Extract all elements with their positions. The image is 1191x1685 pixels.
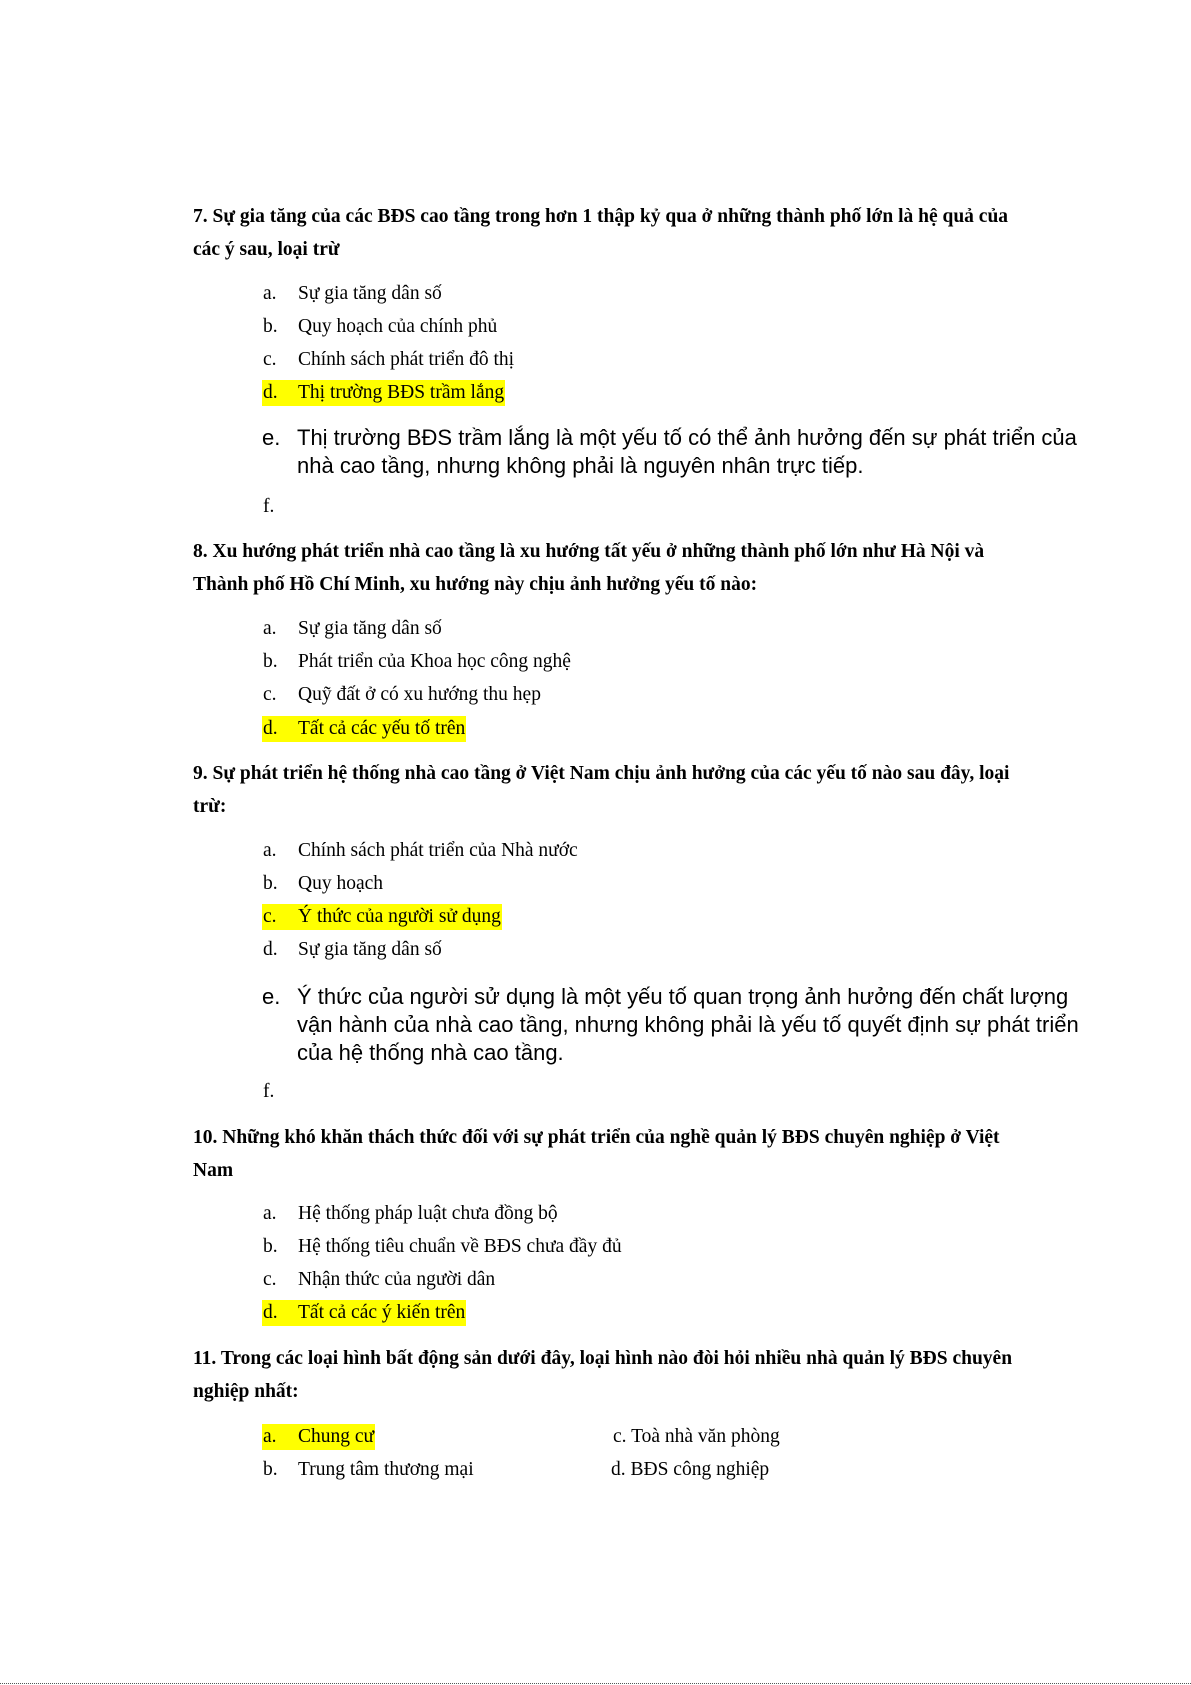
- q9-option-b: b. Quy hoạch: [263, 873, 384, 894]
- question-9-line-2: trừ:: [193, 796, 227, 817]
- q8-option-a: a. Sự gia tăng dân số: [263, 618, 442, 639]
- q7-option-c: c. Chính sách phát triển đô thị: [263, 349, 515, 370]
- page-bottom-divider: [0, 1683, 1191, 1684]
- question-7-line-1: 7. Sự gia tăng của các BĐS cao tầng trong hơn 1 thập kỷ qua ở những thành phố lớn là hệ quả của: [193, 206, 1009, 227]
- q10-option-c: c. Nhận thức của người dân: [263, 1269, 496, 1290]
- q11-option-d: d. BĐS công nghiệp: [611, 1459, 770, 1480]
- q9-option-c-highlighted: c. Ý thức của người sử dụng: [262, 904, 502, 930]
- question-8-line-2: Thành phố Hồ Chí Minh, xu hướng này chịu ảnh hưởng yếu tố nào:: [193, 574, 758, 595]
- question-11-line-2: nghiệp nhất:: [193, 1381, 299, 1402]
- question-8-line-1: 8. Xu hướng phát triển nhà cao tầng là xu hướng tất yếu ở những thành phố lớn như Hà Nội và: [193, 541, 985, 562]
- question-8: [193, 535, 1105, 601]
- question-10: [193, 1121, 1105, 1187]
- q7-option-e-note: e. Thị trường BĐS trầm lắng là một yếu tố có thể ảnh hưởng đến sự phát triển của nhà cao tầng, nhưng không phải là nguyên nhân trực tiếp.: [262, 425, 1077, 478]
- q11-option-a-highlighted: a. Chung cư: [262, 1424, 375, 1450]
- q7-option-d-highlighted: d. Thị trường BĐS trầm lắng: [262, 380, 505, 406]
- question-7-line-2: các ý sau, loại trừ: [193, 239, 340, 260]
- q7-option-f-empty: f.: [263, 496, 275, 517]
- q9-option-d: d. Sự gia tăng dân số: [263, 939, 442, 960]
- q8-option-c: c. Quỹ đất ở có xu hướng thu hẹp: [263, 684, 541, 705]
- q10-option-b: b. Hệ thống tiêu chuẩn về BĐS chưa đầy đủ: [263, 1236, 622, 1257]
- q10-option-a: a. Hệ thống pháp luật chưa đồng bộ: [263, 1203, 558, 1224]
- q9-option-e-note: e. Ý thức của người sử dụng là một yếu tố quan trọng ảnh hưởng đến chất lượng vận hành của nhà cao tầng, nhưng không phải là yếu tố quyết định sự phát triển của hệ thống nhà cao tầng.: [262, 984, 1079, 1065]
- q7-option-b: b. Quy hoạch của chính phủ: [263, 316, 498, 337]
- q7-option-a: a. Sự gia tăng dân số: [263, 283, 442, 304]
- q8-option-d-highlighted: d. Tất cả các yếu tố trên: [262, 716, 466, 742]
- question-11: [193, 1342, 1105, 1408]
- question-11-line-1: 11. Trong các loại hình bất động sản dưới đây, loại hình nào đòi hỏi nhiều nhà quản lý BĐS chuyên: [193, 1348, 1013, 1369]
- question-9-line-1: 9. Sự phát triển hệ thống nhà cao tầng ở Việt Nam chịu ảnh hưởng của các yếu tố nào sau đây, loại: [193, 763, 1010, 784]
- q10-option-d-highlighted: d. Tất cả các ý kiến trên: [262, 1300, 466, 1326]
- q8-option-b: b. Phát triển của Khoa học công nghệ: [263, 651, 571, 672]
- q11-option-c: c. Toà nhà văn phòng: [613, 1426, 780, 1447]
- question-9: [193, 757, 1105, 823]
- q11-option-b: b. Trung tâm thương mại: [263, 1459, 474, 1480]
- question-7: [193, 200, 1105, 266]
- question-10-line-2: Nam: [193, 1160, 234, 1181]
- question-10-line-1: 10. Những khó khăn thách thức đối với sự phát triển của nghề quản lý BĐS chuyên nghiệp ở Việt: [193, 1127, 1000, 1148]
- q9-option-a: a. Chính sách phát triển của Nhà nước: [263, 840, 578, 861]
- q9-option-f-empty: f.: [263, 1081, 275, 1102]
